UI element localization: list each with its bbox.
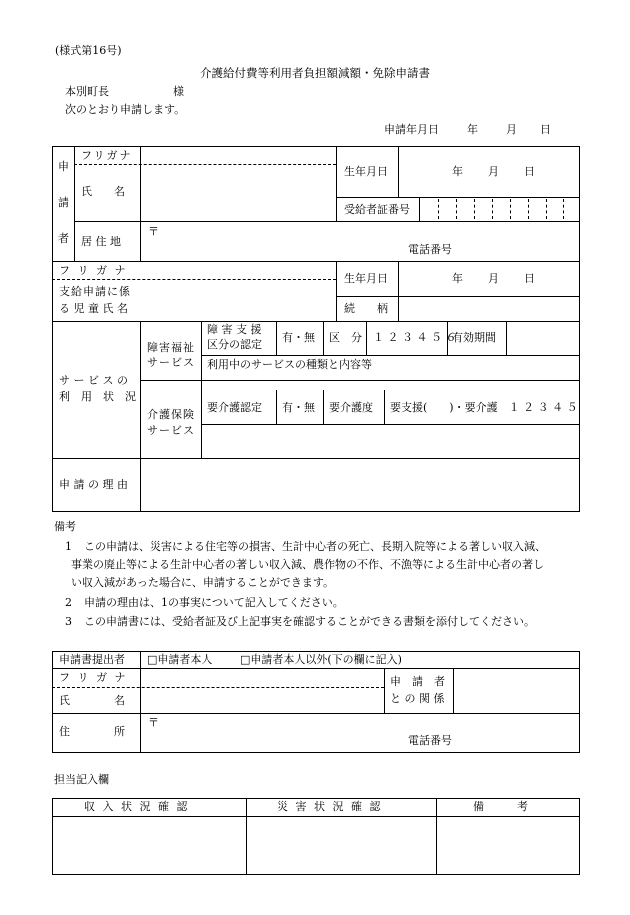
disability-yes-no[interactable]: 有・無: [282, 331, 315, 344]
submitter-phone-label: 電話番号: [408, 734, 452, 747]
note-number: 3: [65, 615, 72, 628]
child-name-label-2: る 児 童 氏 名: [59, 302, 128, 315]
submitter-relation-label-2: と の 関 係: [390, 692, 445, 705]
disability-validity-label: 有効期間: [452, 331, 496, 344]
child-furigana-label: フ リ ガ ナ: [59, 264, 128, 277]
note-line: 申請の理由は、1の事実について記入してください。: [84, 596, 344, 609]
honorific: 様: [173, 85, 184, 98]
child-relation-label: 続 柄: [344, 302, 388, 315]
disability-class-options[interactable]: １ ２ ３ ４ ５ ６: [373, 331, 457, 344]
child-name-label-1: 支給申請に係: [59, 285, 131, 298]
reason-label: 申 請 の 理 由: [59, 478, 128, 491]
service-label-2: 利 用 状 況: [59, 390, 136, 403]
applicant-birth-day: 日: [524, 165, 535, 178]
child-birth-year: 年: [452, 272, 463, 285]
applicant-side-label-3: 者: [58, 232, 69, 245]
submitter-label: 申請書提出者: [59, 653, 125, 666]
staff-col-remarks: 備 考: [473, 800, 528, 813]
child-birth-label: 生年月日: [344, 272, 388, 285]
submitter-postal-mark: 〒: [148, 716, 159, 729]
notes-heading: 備考: [54, 520, 76, 533]
date-month: 月: [506, 123, 517, 136]
child-birth-month: 月: [488, 272, 499, 285]
date-year: 年: [467, 123, 478, 136]
child-birth-day: 日: [524, 272, 535, 285]
disability-cert-label-1: 障 害 支 援: [207, 323, 262, 336]
applicant-side-label-1: 申: [58, 160, 69, 173]
care-yes-no[interactable]: 有・無: [282, 401, 315, 414]
applicant-name-label: 氏 名: [81, 185, 125, 198]
applicant-birth-year: 年: [452, 165, 463, 178]
intro-text: 次のとおり申請します。: [65, 103, 186, 116]
applicant-address-label: 居 住 地: [81, 235, 121, 248]
care-label-1: 介護保険: [147, 408, 195, 421]
application-date-label: 申請年月日: [384, 123, 439, 136]
addressee: 本別町長: [65, 85, 109, 98]
applicant-postal-mark: 〒: [148, 225, 159, 238]
applicant-side-label-2: 請: [58, 196, 69, 209]
applicant-birth-month: 月: [488, 165, 499, 178]
applicant-birth-label: 生年月日: [344, 165, 388, 178]
note-line: この申請書には、受給者証及び上記事実を確認することができる書類を添付してください。: [84, 615, 535, 628]
submitter-relation-label-1: 申 請 者: [390, 675, 445, 688]
note-line: この申請は、災害による住宅等の損害、生計中心者の死亡、長期入院等による著しい収入減、: [84, 540, 546, 553]
disability-class-label: 区 分: [329, 331, 362, 344]
staff-heading: 担当記入欄: [54, 773, 109, 786]
care-label-2: サービス: [147, 424, 195, 437]
submitter-address-label: 住 所: [59, 725, 125, 738]
note-line: い収入減があった場合に、申請することができます。: [71, 576, 335, 589]
service-label-1: サ ー ビ ス の: [59, 374, 128, 387]
applicant-phone-label: 電話番号: [408, 243, 452, 256]
staff-col-disaster: 災 害 状 況 確 認: [277, 800, 383, 813]
care-cert-label: 要介護認定: [207, 401, 262, 414]
submitter-name-label: 氏 名: [59, 694, 125, 707]
form-title: 介護給付費等利用者負担額減額・免除申請書: [200, 66, 430, 80]
disability-label-1: 障害福祉: [147, 341, 195, 354]
disability-cert-label-2: 区分の認定: [207, 338, 262, 351]
date-day: 日: [540, 123, 551, 136]
care-degree-label: 要介護度: [329, 401, 373, 414]
disability-label-2: サービス: [147, 356, 195, 369]
applicant-furigana-label: フリガナ: [81, 149, 133, 162]
cert-number-label: 受給者証番号: [344, 203, 410, 216]
note-number: 1: [65, 540, 72, 553]
note-number: 2: [65, 596, 72, 609]
disability-in-use-label: 利用中のサービスの種類と内容等: [207, 358, 372, 371]
staff-col-income: 収 入 状 況 確 認: [84, 800, 190, 813]
submitter-option-self[interactable]: □申請者本人: [147, 653, 213, 666]
note-line: 事業の廃止等による生計中心者の著しい収入減、農作物の不作、不漁等による生計中心者の著し: [71, 558, 544, 571]
submitter-option-other[interactable]: □申請者本人以外(下の欄に記入): [240, 653, 402, 666]
submitter-furigana-label: フ リ ガ ナ: [59, 671, 128, 684]
care-degree-value[interactable]: 要支援( )・要介護 １ ２ ３ ４ ５: [390, 401, 578, 414]
reason-field[interactable]: [150, 470, 570, 500]
form-number: (様式第16号): [55, 44, 122, 57]
